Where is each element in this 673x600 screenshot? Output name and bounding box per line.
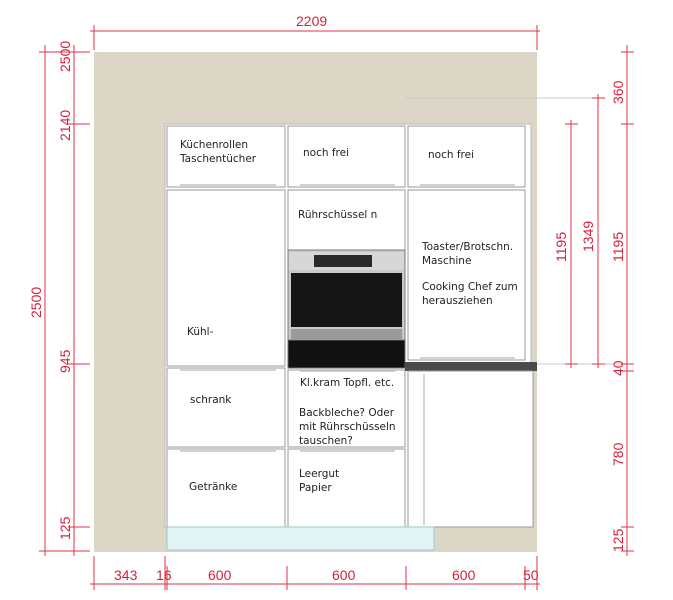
right-base-cabinet: [408, 371, 533, 527]
label-klkram: Kl.kram Topfl. etc.: [300, 377, 395, 389]
upper-wall-light: [405, 52, 537, 98]
label-schrank: schrank: [190, 394, 232, 406]
label-tauschen: tauschen?: [299, 435, 353, 447]
dim-bottom-50: 50: [523, 567, 539, 583]
label-cooking-chef: Cooking Chef zum: [422, 281, 518, 293]
dim-left-upper: 2140: [57, 109, 73, 141]
label-backbleche: Backbleche? Oder: [299, 407, 395, 419]
dim-bottom-600-b: 600: [332, 567, 356, 583]
label-kuechenrollen: Küchenrollen: [180, 139, 249, 151]
dim-right-plinth: 125: [610, 528, 626, 552]
label-ruehrschuesseln: Rührschüssel n: [298, 209, 378, 221]
oven-display: [314, 255, 372, 267]
niche-area: [166, 98, 537, 126]
dim-left-counter: 945: [57, 349, 73, 373]
oven-door: [291, 273, 402, 327]
left-drawer-1: [167, 368, 285, 447]
label-kuehl: Kühl-: [187, 326, 214, 338]
dim-bottom-16: 16: [156, 567, 172, 583]
label-mit-ruehrschuesseln: mit Rührschüsseln: [299, 421, 396, 433]
dim-right-mid-a: 1195: [553, 231, 569, 262]
oven-handle: [291, 329, 402, 339]
label-getraenke: Getränke: [189, 481, 238, 493]
dim-bottom-600-c: 600: [452, 567, 476, 583]
dim-left-total: 2500: [28, 286, 44, 318]
dim-right-base: 780: [610, 442, 626, 466]
label-taschentuecher: Taschentücher: [180, 153, 257, 165]
label-maschine: Maschine: [422, 255, 472, 267]
dim-right-mid-c: 1195: [610, 231, 626, 262]
right-mid-cabinet: [408, 190, 525, 360]
dim-bottom-343: 343: [114, 567, 138, 583]
label-herausziehen: herausziehen: [422, 295, 493, 307]
dim-left-plinth: 125: [57, 516, 73, 540]
warming-drawer: [288, 340, 405, 368]
label-noch-frei-right: noch frei: [428, 149, 475, 161]
dim-bottom-600-a: 600: [208, 567, 232, 583]
plinth: [167, 527, 434, 550]
label-noch-frei-middle: noch frei: [303, 147, 350, 159]
label-toaster: Toaster/Brotschn.: [422, 241, 514, 253]
dim-left-wall-top: 2500: [57, 40, 73, 72]
dim-right-mid-b: 1349: [580, 220, 596, 252]
dim-top-width: 2209: [296, 13, 328, 29]
label-leergut: Leergut: [299, 468, 340, 480]
label-papier: Papier: [299, 482, 332, 494]
fridge-cabinet: [167, 190, 285, 366]
dim-right-counter: 40: [610, 360, 626, 376]
countertop: [405, 362, 537, 371]
dim-right-top: 360: [610, 80, 626, 104]
